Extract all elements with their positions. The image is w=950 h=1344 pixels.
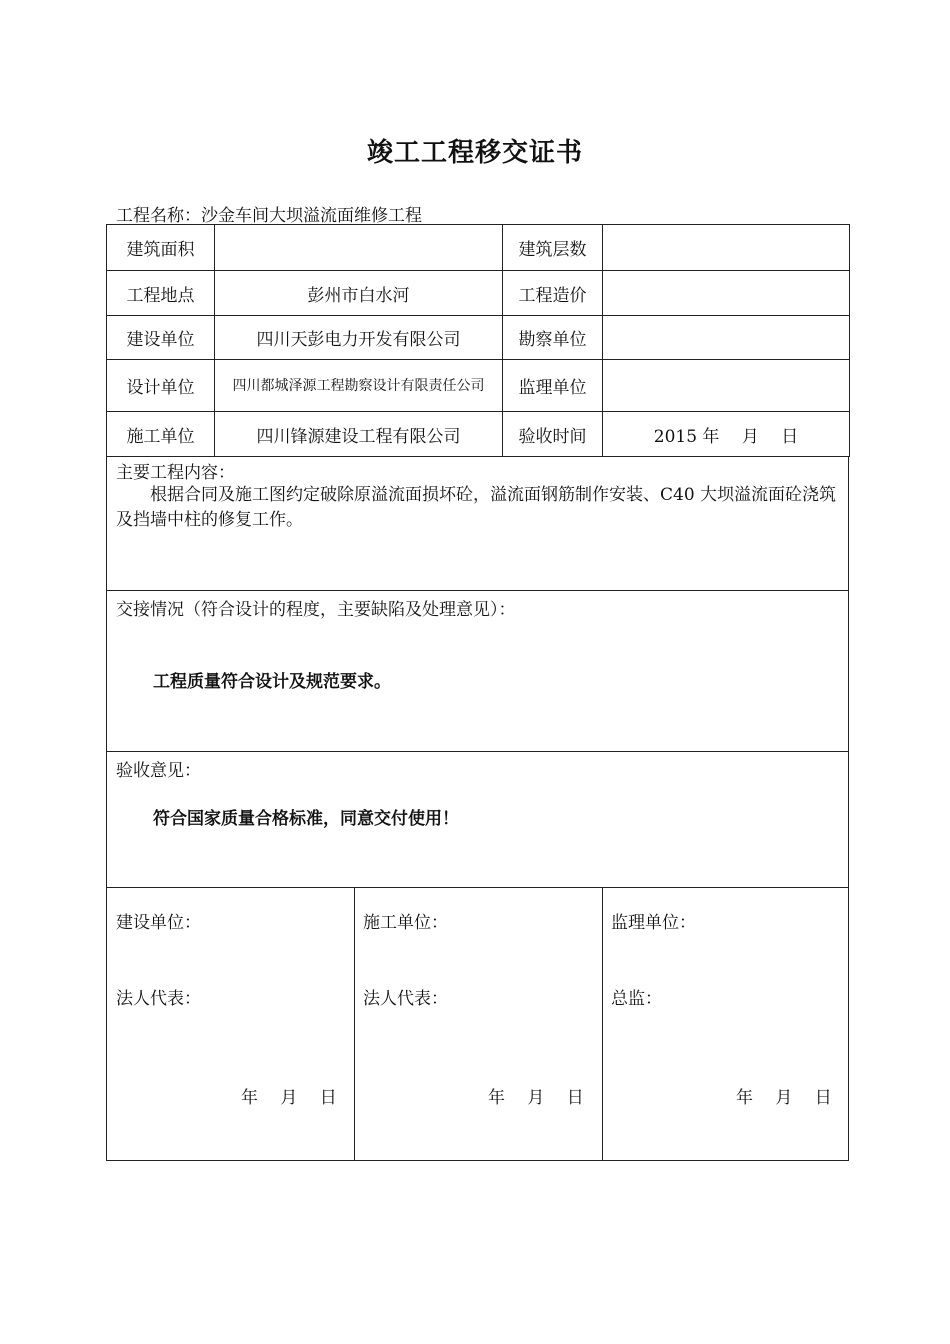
table-row: [107, 412, 850, 457]
value-owner: 四川天彭电力开发有限公司: [215, 316, 503, 360]
signature-date: 年 月 日: [488, 1088, 584, 1108]
handover-text: 工程质量符合设计及规范要求。: [153, 672, 391, 692]
signature-unit-label: 建设单位：: [116, 913, 201, 933]
signature-date: 年 月 日: [241, 1088, 337, 1108]
project-name-label: 工程名称：: [116, 206, 201, 226]
signature-unit-label: 监理单位：: [611, 913, 696, 933]
label-design-unit: 设计单位: [107, 360, 215, 412]
value-building-area: [215, 225, 503, 271]
label-contractor: 施工单位: [107, 412, 215, 457]
signature-date: 年 月 日: [736, 1088, 832, 1108]
label-owner: 建设单位: [107, 316, 215, 360]
value-contractor: 四川锋源建设工程有限公司: [215, 412, 503, 457]
label-location: 工程地点: [107, 271, 215, 316]
value-supervision-unit: [603, 360, 850, 412]
table-row: [107, 316, 850, 360]
document-title: 竣工工程移交证书: [366, 138, 583, 168]
value-building-floors: [603, 225, 850, 271]
table-row: [107, 271, 850, 316]
main-content-section: [106, 456, 849, 591]
value-design-unit: 四川都城泽源工程勘察设计有限责任公司: [215, 360, 503, 412]
value-cost: [603, 271, 850, 316]
acceptance-section: [106, 752, 849, 888]
signature-rep-label: 总监：: [611, 989, 662, 1009]
table-row: [107, 360, 850, 412]
label-building-area: 建筑面积: [107, 225, 215, 271]
acceptance-text: 符合国家质量合格标准，同意交付使用！: [153, 809, 459, 829]
project-name-line: [116, 201, 422, 226]
handover-section: [106, 591, 849, 752]
label-acceptance-date: 验收时间: [503, 412, 603, 457]
signature-supervisor: [602, 888, 848, 1160]
label-supervision-unit: 监理单位: [503, 360, 603, 412]
handover-label: 交接情况（符合设计的程度，主要缺陷及处理意见）：: [116, 600, 516, 620]
acceptance-label: 验收意见：: [116, 761, 201, 781]
info-table: [106, 224, 850, 457]
value-acceptance-date: 2015 年 月 日: [603, 412, 850, 457]
signature-section: [106, 888, 849, 1161]
label-survey-unit: 勘察单位: [503, 316, 603, 360]
value-survey-unit: [603, 316, 850, 360]
project-name-value: 沙金车间大坝溢流面维修工程: [201, 206, 422, 226]
signature-rep-label: 法人代表：: [363, 989, 448, 1009]
signature-owner: [107, 888, 355, 1160]
main-content-text: 根据合同及施工图约定破除原溢流面损坏砼，溢流面钢筋制作安装、C40 大坝溢流面砼浇筑及挡墙中柱的修复工作。: [116, 485, 837, 530]
signature-rep-label: 法人代表：: [116, 989, 201, 1009]
main-content-label: 主要工程内容：: [116, 463, 235, 483]
signature-contractor: [354, 888, 603, 1160]
label-cost: 工程造价: [503, 271, 603, 316]
label-building-floors: 建筑层数: [503, 225, 603, 271]
table-row: [107, 225, 850, 271]
signature-unit-label: 施工单位：: [363, 913, 448, 933]
value-location: 彭州市白水河: [215, 271, 503, 316]
